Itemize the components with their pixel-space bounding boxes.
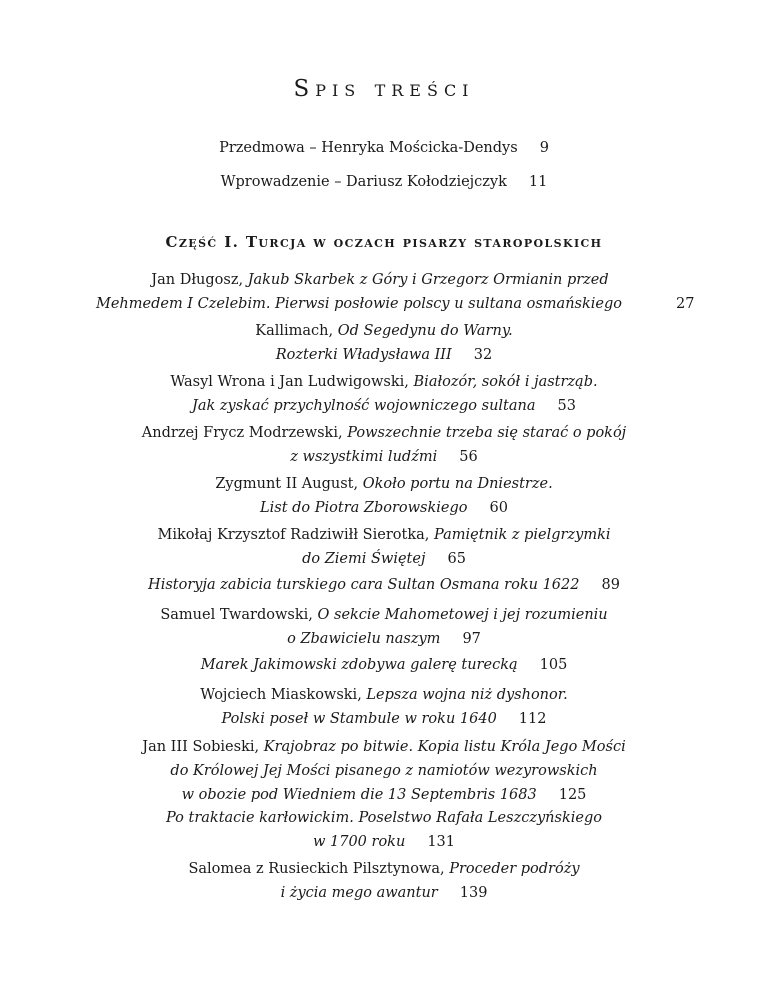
page-number: 131 bbox=[427, 834, 455, 850]
toc-entry[interactable] bbox=[0, 653, 768, 677]
entry-title-cont: z wszystkimi ludźmi bbox=[290, 449, 438, 465]
part-heading: Część I. Turcja w oczach pisarzy staropolskich bbox=[165, 233, 603, 251]
entry-title-cont: o Zbawicielu naszym bbox=[287, 631, 441, 647]
entry-title: Lepsza wojna niż dyshonor. bbox=[366, 687, 568, 703]
page-number: 105 bbox=[539, 657, 568, 673]
page-number: 139 bbox=[459, 885, 488, 901]
toc-entry-introduction[interactable] bbox=[0, 170, 768, 194]
toc-entry[interactable] bbox=[0, 573, 768, 597]
page-number: 32 bbox=[473, 347, 493, 363]
entry-title-cont: List do Piotra Zborowskiego bbox=[260, 500, 468, 516]
page-number: 9 bbox=[539, 140, 549, 156]
entry-title: O sekcie Mahometowej i jej rozumieniu bbox=[317, 607, 608, 623]
entry-title: Historyja zabicia turskiego cara Sultan Osmana roku 1622 bbox=[148, 577, 580, 593]
page-number: 27 bbox=[676, 296, 695, 312]
entry-title: Proceder podróży bbox=[449, 861, 580, 877]
entry-title: Białozór, sokół i jastrząb. bbox=[413, 374, 598, 390]
toc-entry[interactable] bbox=[0, 268, 768, 316]
page-title: Spis treści bbox=[293, 76, 475, 102]
entry-title: Pamiętnik z pielgrzymki bbox=[433, 527, 611, 543]
page-number: 89 bbox=[601, 577, 620, 593]
entry-title: Po traktacie karłowickim. Poselstwo Rafała Leszczyńskiego bbox=[166, 810, 602, 826]
entry-title-cont: Mehmedem I Czelebim. Pierwsi posłowie polscy u sultana osmańskiego bbox=[95, 296, 622, 312]
page-number: 97 bbox=[462, 631, 481, 647]
entry-title-cont: Polski poseł w Stambule w roku 1640 bbox=[221, 711, 497, 727]
toc-entry-preface[interactable] bbox=[0, 136, 768, 160]
toc-entry[interactable] bbox=[0, 523, 768, 571]
toc-entry[interactable] bbox=[0, 370, 768, 418]
entry-author: Zygmunt II August, bbox=[215, 476, 359, 492]
entry-title: Marek Jakimowski zdobywa galerę turecką bbox=[200, 657, 518, 673]
entry-title-cont: do Ziemi Świętej bbox=[302, 551, 426, 567]
entry-title: Krajobraz po bitwie. Kopia listu Króla Jego Mości bbox=[263, 739, 626, 755]
entry-title-cont: Jak zyskać przychylność wojowniczego sultana bbox=[192, 398, 536, 414]
entry-title: Powszechnie trzeba się starać o pokój bbox=[347, 425, 627, 441]
entry-author: Jan Długosz, bbox=[151, 272, 244, 288]
toc-entry[interactable] bbox=[0, 319, 768, 367]
entry-author: Andrzej Frycz Modrzewski, bbox=[141, 425, 343, 441]
toc-entry[interactable] bbox=[0, 683, 768, 731]
entry-author: Kallimach, bbox=[255, 323, 334, 339]
toc-entry[interactable] bbox=[0, 806, 768, 854]
entry-text: Przedmowa – Henryka Mościcka-Dendys bbox=[219, 140, 518, 156]
page-number: 11 bbox=[528, 174, 548, 190]
toc-entry[interactable] bbox=[0, 421, 768, 469]
entry-text: Wprowadzenie – Dariusz Kołodziejczyk bbox=[220, 174, 507, 190]
toc-entry[interactable] bbox=[0, 735, 768, 807]
entry-author: Samuel Twardowski, bbox=[160, 607, 313, 623]
entry-author: Wasyl Wrona i Jan Ludwigowski, bbox=[170, 374, 409, 390]
entry-author: Wojciech Miaskowski, bbox=[200, 687, 362, 703]
entry-title-cont: do Królowej Jej Mości pisanego z namiotów wezyrowskich bbox=[170, 763, 598, 779]
page-number: 60 bbox=[489, 500, 508, 516]
toc-entry[interactable] bbox=[0, 857, 768, 905]
page-number: 65 bbox=[447, 551, 466, 567]
entry-author: Mikołaj Krzysztof Radziwiłł Sierotka, bbox=[157, 527, 430, 543]
entry-title: Około portu na Dniestrze. bbox=[362, 476, 553, 492]
page-number: 125 bbox=[558, 787, 587, 803]
entry-title-cont: w 1700 roku bbox=[312, 834, 406, 850]
entry-title-cont: Rozterki Władysława III bbox=[275, 347, 452, 363]
page-number: 112 bbox=[518, 711, 547, 727]
entry-title-cont: w obozie pod Wiedniem die 13 Septembris 1683 bbox=[181, 787, 537, 803]
entry-author: Salomea z Rusieckich Pilsztynowa, bbox=[188, 861, 445, 877]
toc-entry[interactable] bbox=[0, 603, 768, 651]
entry-title-cont: i życia mego awantur bbox=[280, 885, 438, 901]
page-number: 53 bbox=[557, 398, 576, 414]
page-number: 56 bbox=[459, 449, 478, 465]
entry-title: Od Segedynu do Warny. bbox=[337, 323, 513, 339]
entry-title: Jakub Skarbek z Góry i Grzegorz Ormianin przed bbox=[247, 272, 609, 288]
entry-author: Jan III Sobieski, bbox=[142, 739, 260, 755]
toc-entry[interactable] bbox=[0, 472, 768, 520]
